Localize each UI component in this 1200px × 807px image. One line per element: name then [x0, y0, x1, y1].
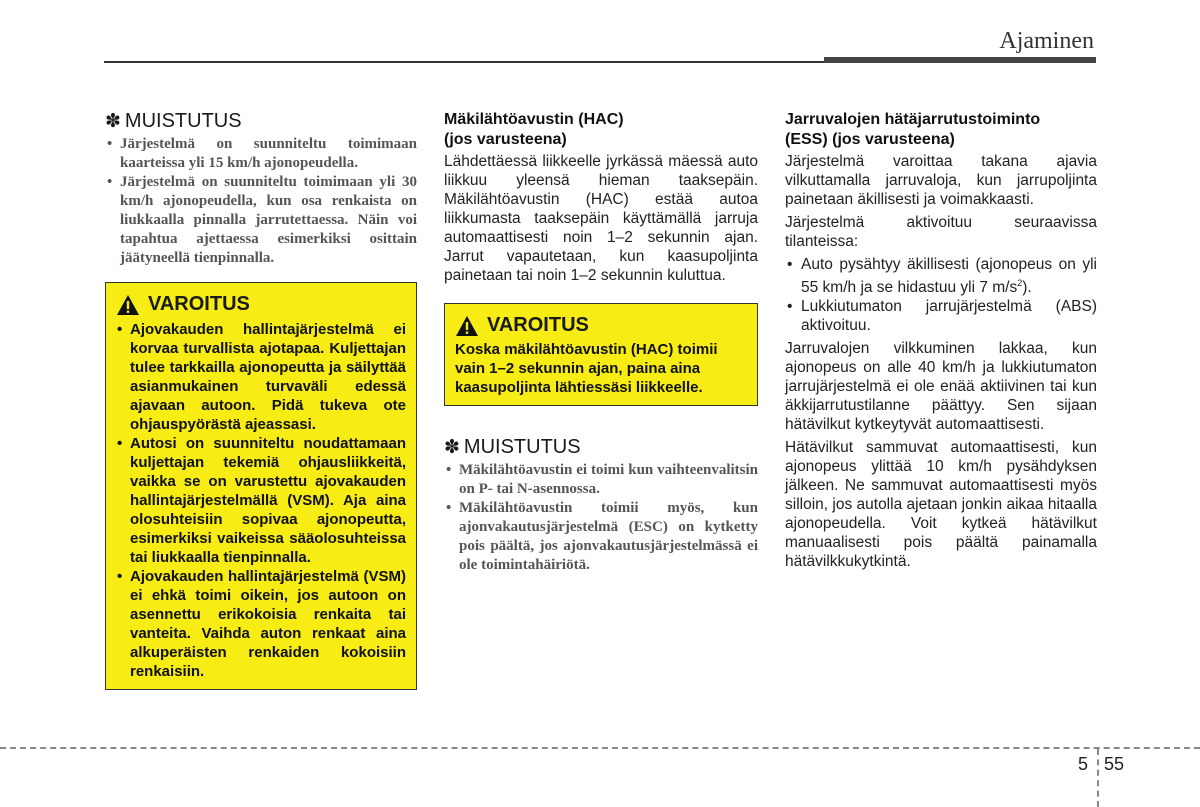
section-title-line: Jarruvalojen hätäjarrutustoiminto [785, 111, 1041, 128]
section-paragraph: Järjestelmä aktivoituu seuraavissa tilanteissa: [785, 214, 1097, 250]
warning-triangle-icon [455, 315, 479, 337]
warning-item: • Autosi on suunniteltu noudattamaan kuljettajan tekemiä ohjausliikkeitä, vaikka se on varustettu ajovakauden hallintajärjestelmällä (VSM). Aja aina olosuhteisiin sopivaa ajonopeutta, esimerkiksi vaikeissa sääolosuhteissa tai liukkaalla tienpinnalla. [116, 434, 406, 567]
superscript: 2 [1017, 278, 1023, 288]
warning-item: • Ajovakauden hallintajärjestelmä ei korvaa turvallista ajotapaa. Kuljettajan tulee tarkkailla ajonopeutta ja säilyttää asianmukainen turvaväli edessä ajavaan autoon. Pidä tukeva ote ohjauspyörästä ajeassasi. [116, 320, 406, 434]
bullet-text: Auto pysähtyy äkillisesti (ajonopeus on yli 55 km/h ja se hidastuu yli 7 m/s [801, 256, 1097, 297]
page-number: 55 [1104, 754, 1125, 774]
note-list [444, 461, 758, 575]
column-right [785, 110, 1097, 575]
bullet-item [785, 255, 1097, 297]
page-header-title: Ajaminen [999, 28, 1094, 54]
note-list [105, 135, 417, 268]
section-title [444, 110, 758, 150]
note-item: • Järjestelmä on suunniteltu toimimaan kaarteissa yli 15 km/h ajonopeudella. [105, 135, 417, 173]
note-heading [444, 436, 758, 459]
header-rule-thin [104, 61, 824, 63]
section-title [785, 110, 1097, 150]
note-star-icon: ✽ [444, 437, 460, 458]
chapter-number: 5 [1078, 754, 1089, 774]
footer-rule [0, 747, 1200, 749]
warning-heading [116, 293, 406, 316]
warning-title: VAROITUS [487, 314, 589, 336]
warning-list [116, 320, 406, 681]
warning-box [444, 303, 758, 406]
note-item: • Mäkilähtöavustin ei toimi kun vaihteenvalitsin on P- tai N-asennossa. [444, 461, 758, 499]
section-paragraph: Järjestelmä varoittaa takana ajavia vilkuttamalla jarruvaloja, kun jarrupoljinta painetaan äkillisesti ja voimakkaasti. [785, 153, 1097, 208]
section-paragraph: Jarruvalojen vilkkuminen lakkaa, kun ajonopeus on alle 40 km/h ja lukkiutumaton jarrujärjestelmä ei ole enää aktiivinen tai kun äkkijarrutustilanne päättyy. Sen sijaan hätävilkut kytkeytyvät automaattisesti. [785, 340, 1097, 434]
warning-triangle-icon [116, 294, 140, 316]
note-title: MUISTUTUS [463, 436, 581, 458]
note-star-icon: ✽ [105, 111, 121, 132]
section-paragraph: Lähdettäessä liikkeelle jyrkässä mäessä auto liikkuu yleensä hieman taaksepäin. Mäkilähtöavustin (HAC) estää autoa liikkumasta taaksepäin käyttämällä jarruja automaattisesti noin 1–2 sekunnin ajan. Jarrut vapautetaan, kun kaasupoljinta painetaan tai noin 1–2 sekunnin kuluttua. [444, 153, 758, 284]
section-title-line: (jos varusteena) [444, 131, 567, 148]
bullet-text-end: ). [1022, 279, 1032, 297]
warning-box [105, 282, 417, 690]
section-title-line: (ESS) (jos varusteena) [785, 131, 955, 148]
bullet-item: • Lukkiutumaton jarrujärjestelmä (ABS) aktivoituu. [785, 297, 1097, 335]
warning-item: • Ajovakauden hallintajärjestelmä (VSM) ei ehkä toimi oikein, jos autoon on asennettu erikokoisia renkaita tai vanteita. Vaihda auton renkaat aina alkuperäisten renkaiden kokoisiin renkaisiin. [116, 567, 406, 681]
column-middle [444, 110, 758, 575]
note-heading [105, 110, 417, 133]
warning-text: Koska mäkilähtöavustin (HAC) toimii vain 1–2 sekunnin ajan, paina aina kaasupoljinta lähtiessäsi liikkeelle. [455, 341, 718, 396]
header-rule-thick [824, 57, 1096, 63]
warning-heading [455, 314, 747, 337]
warning-title: VAROITUS [148, 293, 250, 315]
bullet-list [785, 255, 1097, 335]
note-item: • Järjestelmä on suunniteltu toimimaan yli 30 km/h ajonopeudella, kun osa renkaista on liukkaalla pinnalla jarrutettaessa. Näin voi tapahtua ajettaessa esimerkiksi osittain jäätyneellä tienpinnalla. [105, 173, 417, 268]
section-title-line: Mäkilähtöavustin (HAC) [444, 111, 624, 128]
note-title: MUISTUTUS [124, 110, 242, 132]
footer-divider [1097, 749, 1099, 807]
section-paragraph: Hätävilkut sammuvat automaattisesti, kun ajonopeus ylittää 10 km/h pysähdyksen jälkeen. Ne sammuvat automaattisesti myös silloin, jos autolla ajetaan jonkin aikaa hitaalla ajonopeudella. Voit kytkeä hätävilkut manuaalisesti pois päältä painamalla hätävilkkukytkintä. [785, 439, 1097, 571]
column-left [105, 110, 417, 690]
note-item: • Mäkilähtöavustin toimii myös, kun ajonvakautusjärjestelmä (ESC) on kytketty pois päältä, jos ajonvakautusjärjestelmässä ei ole toimintahäiriötä. [444, 499, 758, 575]
